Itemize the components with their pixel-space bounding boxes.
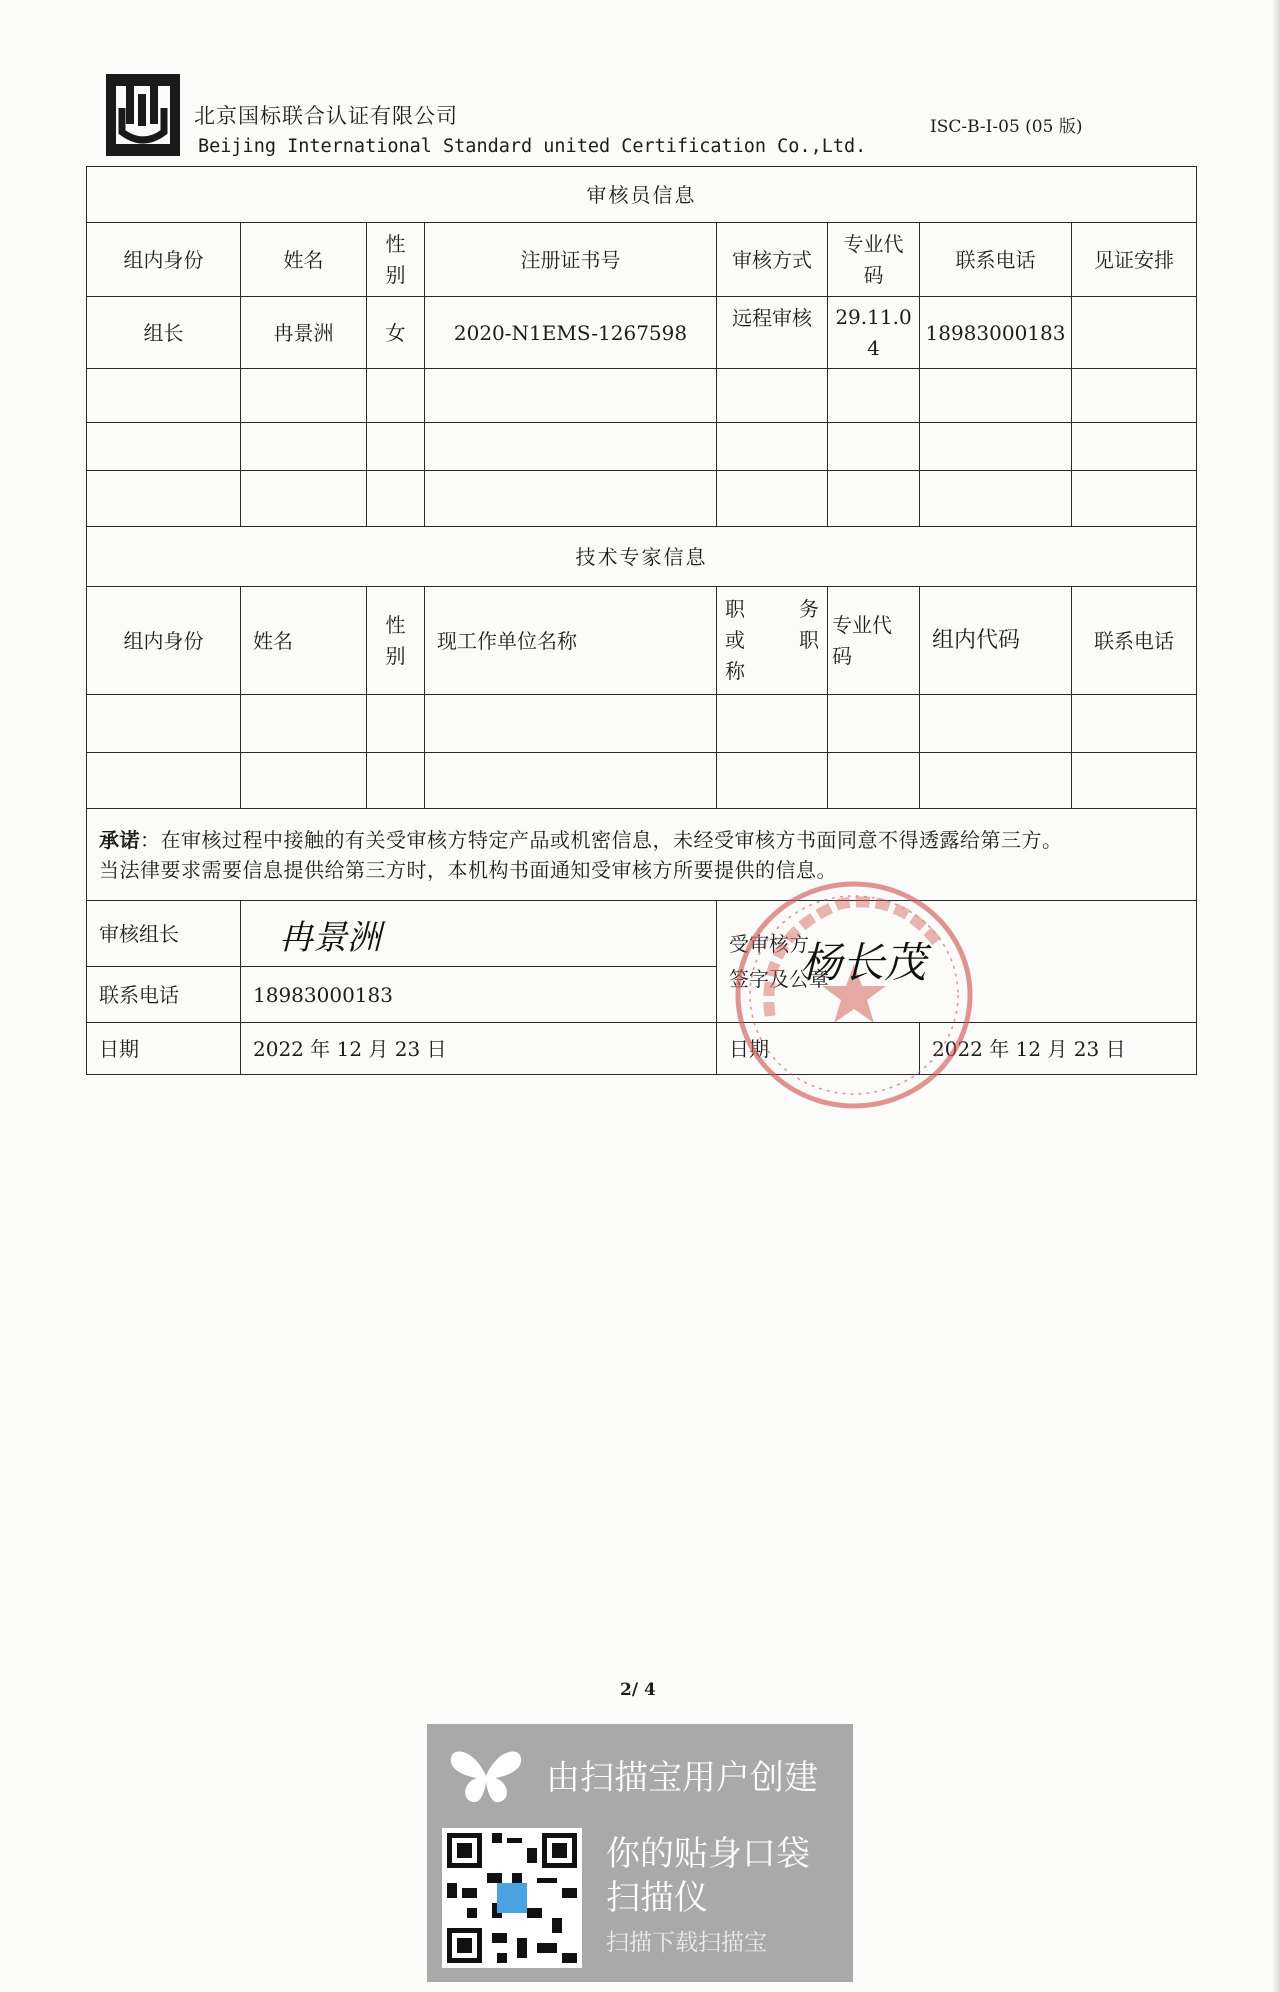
header-gender-line2: 别	[385, 262, 406, 287]
auditee-label-line2: 签字及公章	[729, 966, 829, 991]
page-edge-shadow	[1272, 0, 1280, 1992]
leader-date-label: 日期	[87, 1023, 241, 1075]
expert-header-title-c4: 职	[799, 628, 819, 652]
auditor-section-title: 审核员信息	[87, 167, 1197, 223]
company-name-cn: 北京国标联合认证有限公司	[194, 104, 458, 128]
expert-header-gender	[367, 587, 425, 695]
header-gender	[367, 223, 425, 297]
header-phone: 联系电话	[920, 223, 1072, 297]
info-table	[86, 166, 1197, 1075]
empty-row	[87, 471, 1197, 527]
company-seal-icon	[730, 876, 978, 1114]
expert-header-group-code: 组内代码	[920, 587, 1072, 695]
commitment-line2: 当法律要求需要信息提供给第三方时，本机构书面通知受审核方所要提供的信息。	[99, 857, 837, 882]
expert-header-title-c1: 职	[725, 597, 745, 621]
empty-row	[87, 753, 1197, 809]
company-logo-icon	[104, 72, 182, 158]
qr-code-icon	[442, 1828, 582, 1968]
expert-header-title-c3: 或	[725, 628, 745, 652]
auditee-signature: 杨长茂	[800, 938, 927, 987]
header-code-line1: 专业代	[843, 231, 904, 256]
commitment-text	[87, 809, 1197, 901]
expert-header-phone: 联系电话	[1072, 587, 1197, 695]
cell-witness	[1072, 297, 1197, 369]
auditor-row	[87, 297, 1197, 369]
leader-signature: 冉景洲	[279, 918, 381, 958]
empty-row	[87, 695, 1197, 753]
expert-header-code	[828, 587, 920, 695]
auditee-date-label: 日期	[717, 1023, 920, 1075]
commitment-line1: ：在审核过程中接触的有关受审核方特定产品或机密信息，未经受审核方书面同意不得透露给第三方。	[140, 827, 1063, 852]
empty-row	[87, 423, 1197, 471]
watermark-download: 扫描下载扫描宝	[606, 1930, 767, 1956]
cell-method: 远程审核	[717, 297, 828, 369]
document-code: ISC-B-I-05 (05 版)	[930, 117, 1083, 137]
expert-header-title-c2: 务	[799, 597, 819, 621]
auditee-label-line1: 受审核方	[729, 931, 809, 956]
expert-header-gender-line2: 别	[385, 643, 406, 668]
expert-header-gender-line1: 性	[385, 612, 406, 637]
expert-section-title: 技术专家信息	[87, 527, 1197, 587]
leader-date: 2022 年 12 月 23 日	[241, 1023, 717, 1075]
header-witness: 见证安排	[1072, 223, 1197, 297]
page-number: 2/ 4	[620, 1680, 656, 1700]
cell-name: 冉景洲	[241, 297, 367, 369]
expert-header-code-line2: 码	[832, 643, 852, 668]
cell-phone: 18983000183	[920, 297, 1072, 369]
leader-phone: 18983000183	[241, 967, 717, 1023]
expert-header-title-c5: 称	[725, 659, 745, 683]
header-method: 审核方式	[717, 223, 828, 297]
header-cert-no: 注册证书号	[425, 223, 717, 297]
cell-code-line2: 4	[867, 335, 880, 360]
header-code	[828, 223, 920, 297]
watermark-title: 由扫描宝用户创建	[546, 1758, 818, 1798]
auditee-date: 2022 年 12 月 23 日	[920, 1023, 1197, 1075]
company-name-en: Beijing International Standard united Certification Co.,Ltd.	[198, 136, 867, 157]
expert-header-title	[717, 587, 828, 695]
watermark-line1: 你的贴身口袋	[606, 1834, 810, 1874]
commitment-label: 承诺	[99, 827, 140, 852]
expert-header-code-line1: 专业代	[832, 612, 892, 637]
header-gender-line1: 性	[385, 231, 406, 256]
butterfly-icon	[447, 1742, 525, 1806]
leader-label: 审核组长	[87, 901, 241, 967]
header-role: 组内身份	[87, 223, 241, 297]
phone-label: 联系电话	[87, 967, 241, 1023]
cell-cert-no: 2020-N1EMS-1267598	[425, 297, 717, 369]
cell-code	[828, 297, 920, 369]
cell-role: 组长	[87, 297, 241, 369]
expert-header-employer: 现工作单位名称	[425, 587, 717, 695]
header-code-line2: 码	[863, 262, 884, 287]
leader-signature-cell	[241, 901, 717, 967]
expert-header-name: 姓名	[241, 587, 367, 695]
cell-gender: 女	[367, 297, 425, 369]
empty-row	[87, 369, 1197, 423]
header-name: 姓名	[241, 223, 367, 297]
expert-header-role: 组内身份	[87, 587, 241, 695]
cell-code-line1: 29.11.0	[835, 304, 912, 329]
watermark-line2: 扫描仪	[606, 1878, 708, 1918]
